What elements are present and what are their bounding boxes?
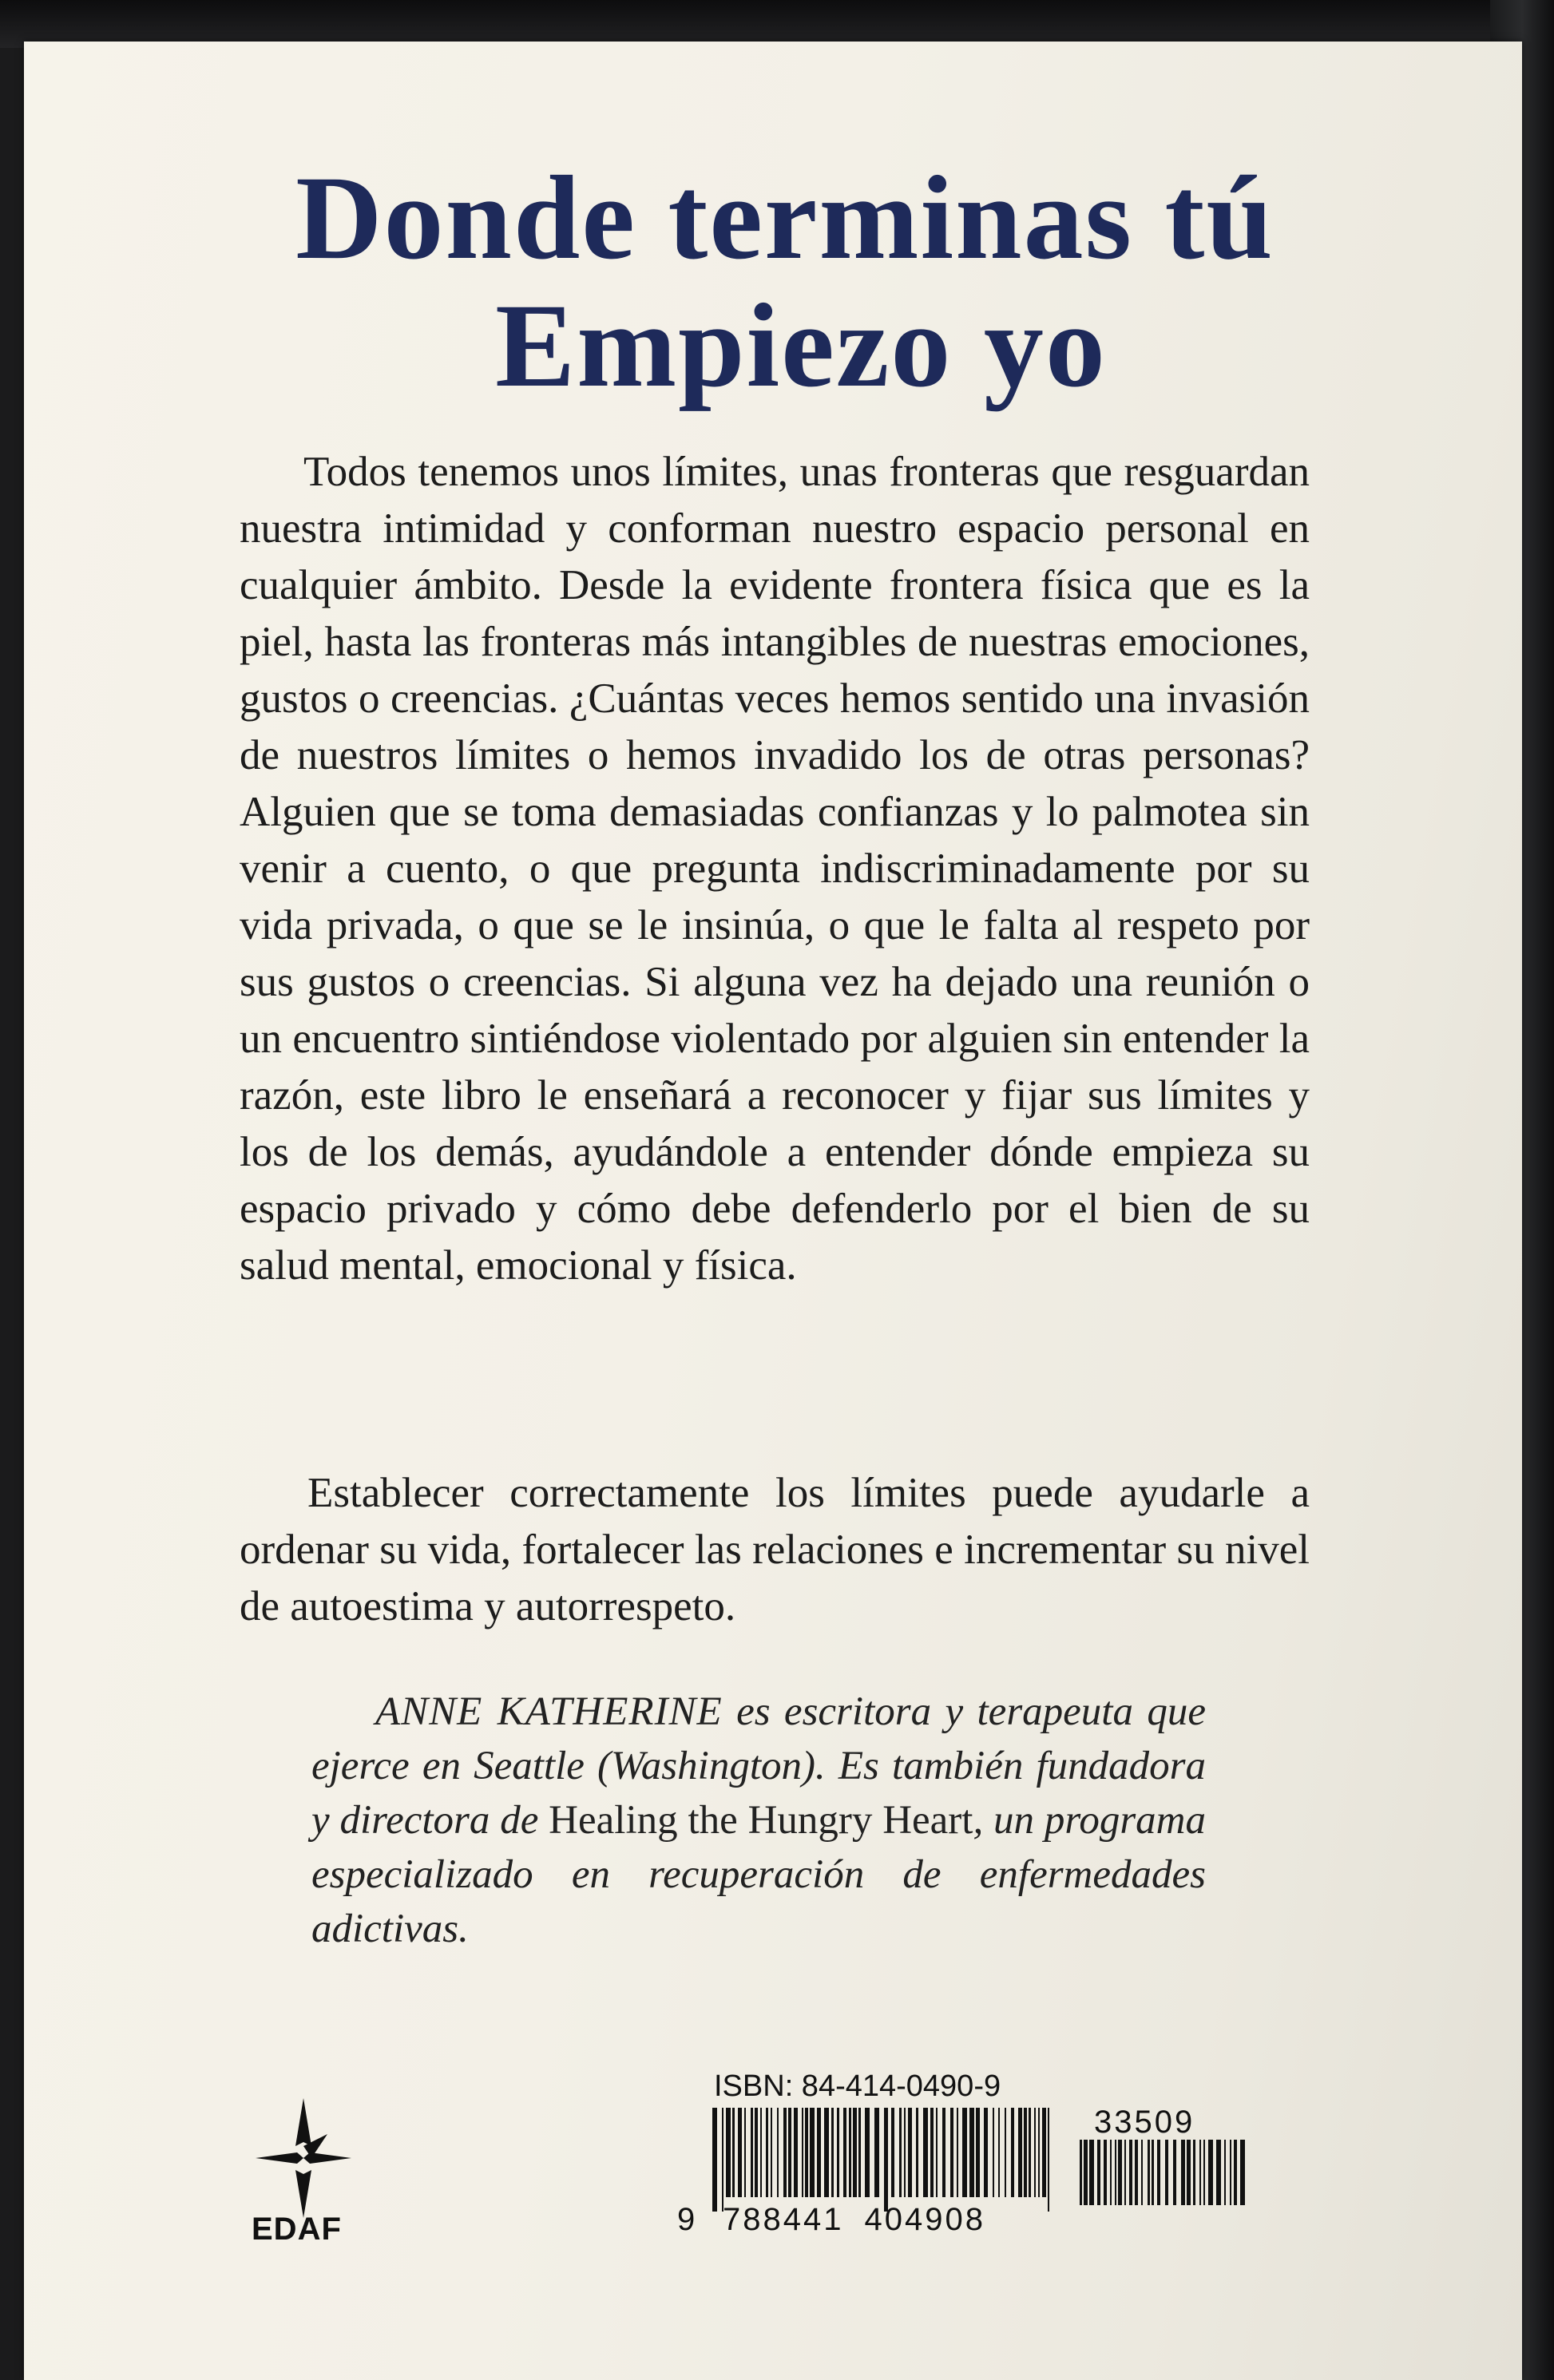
addon-barcode (1078, 2140, 1250, 2220)
program-name: Healing the Hungry Heart (549, 1798, 973, 1843)
title-line-2 (0, 279, 1554, 412)
author-bio-text-2: , un programa especializado en recuperación de enfermedades adictivas. (311, 1798, 1206, 1951)
title-line-1-bold: tú (1164, 152, 1275, 284)
title-line-2-regular: Empiezo (495, 279, 953, 412)
title-line-1-regular: Donde terminas (295, 152, 1133, 284)
publisher-name: EDAF (252, 2212, 342, 2247)
background-top (0, 0, 1554, 48)
isbn-label: ISBN: 84-414-0490-9 (714, 2069, 1001, 2103)
star-compass-icon (248, 2098, 359, 2218)
addon-number: 33509 (1094, 2105, 1195, 2140)
blurb-paragraph-2: Establecer correctamente los límites puede ayudarle a ordenar su vida, fortalecer las relaciones e incrementar su nivel de autoestima y autorrespeto. (240, 1470, 1310, 1630)
ean-first-digit: 9 (677, 2202, 696, 2237)
title-line-1 (0, 152, 1554, 284)
ean-barcode (711, 2108, 1054, 2212)
author-bio-text-1: es escritora y terapeuta que ejerce en Seattle (Washington). Es también fundadora y directora de (311, 1689, 1206, 1843)
ean-digit-groups (723, 2202, 1006, 2238)
blurb-paragraph-1: Todos tenemos unos límites, unas fronteras que resguardan nuestra intimidad y conforman nuestro espacio personal en cualquier ámbito. Desde la evidente frontera física que es la piel, hasta las fronteras más intangibles de nuestras emociones, gustos o creencias. ¿Cuántas veces hemos sentido una invasión de nuestros límites o hemos invadido los de otras personas? Alguien que se toma demasiadas confianzas y lo palmotea sin venir a cuento, o que pregunta indiscriminadamente por su vida privada, o que se le insinúa, o que le falta al respeto por sus gustos o creencias. Si alguna vez ha dejado una reunión o un encuentro sintiéndose violentado por alguien sin entender la razón, este libro le enseñará a reconocer y fijar sus límites y los de los demás, ayudándole a entender dónde empieza su espacio privado y cómo debe defenderlo por el bien de su salud mental, emocional y física. (240, 449, 1310, 1289)
title-line-2-bold: yo (983, 279, 1107, 412)
ean-group-2: 404908 (864, 2202, 985, 2237)
author-name: ANNE KATHERINE (375, 1689, 723, 1734)
ean-group-1: 788441 (723, 2202, 844, 2237)
author-bio (311, 1685, 1206, 1956)
